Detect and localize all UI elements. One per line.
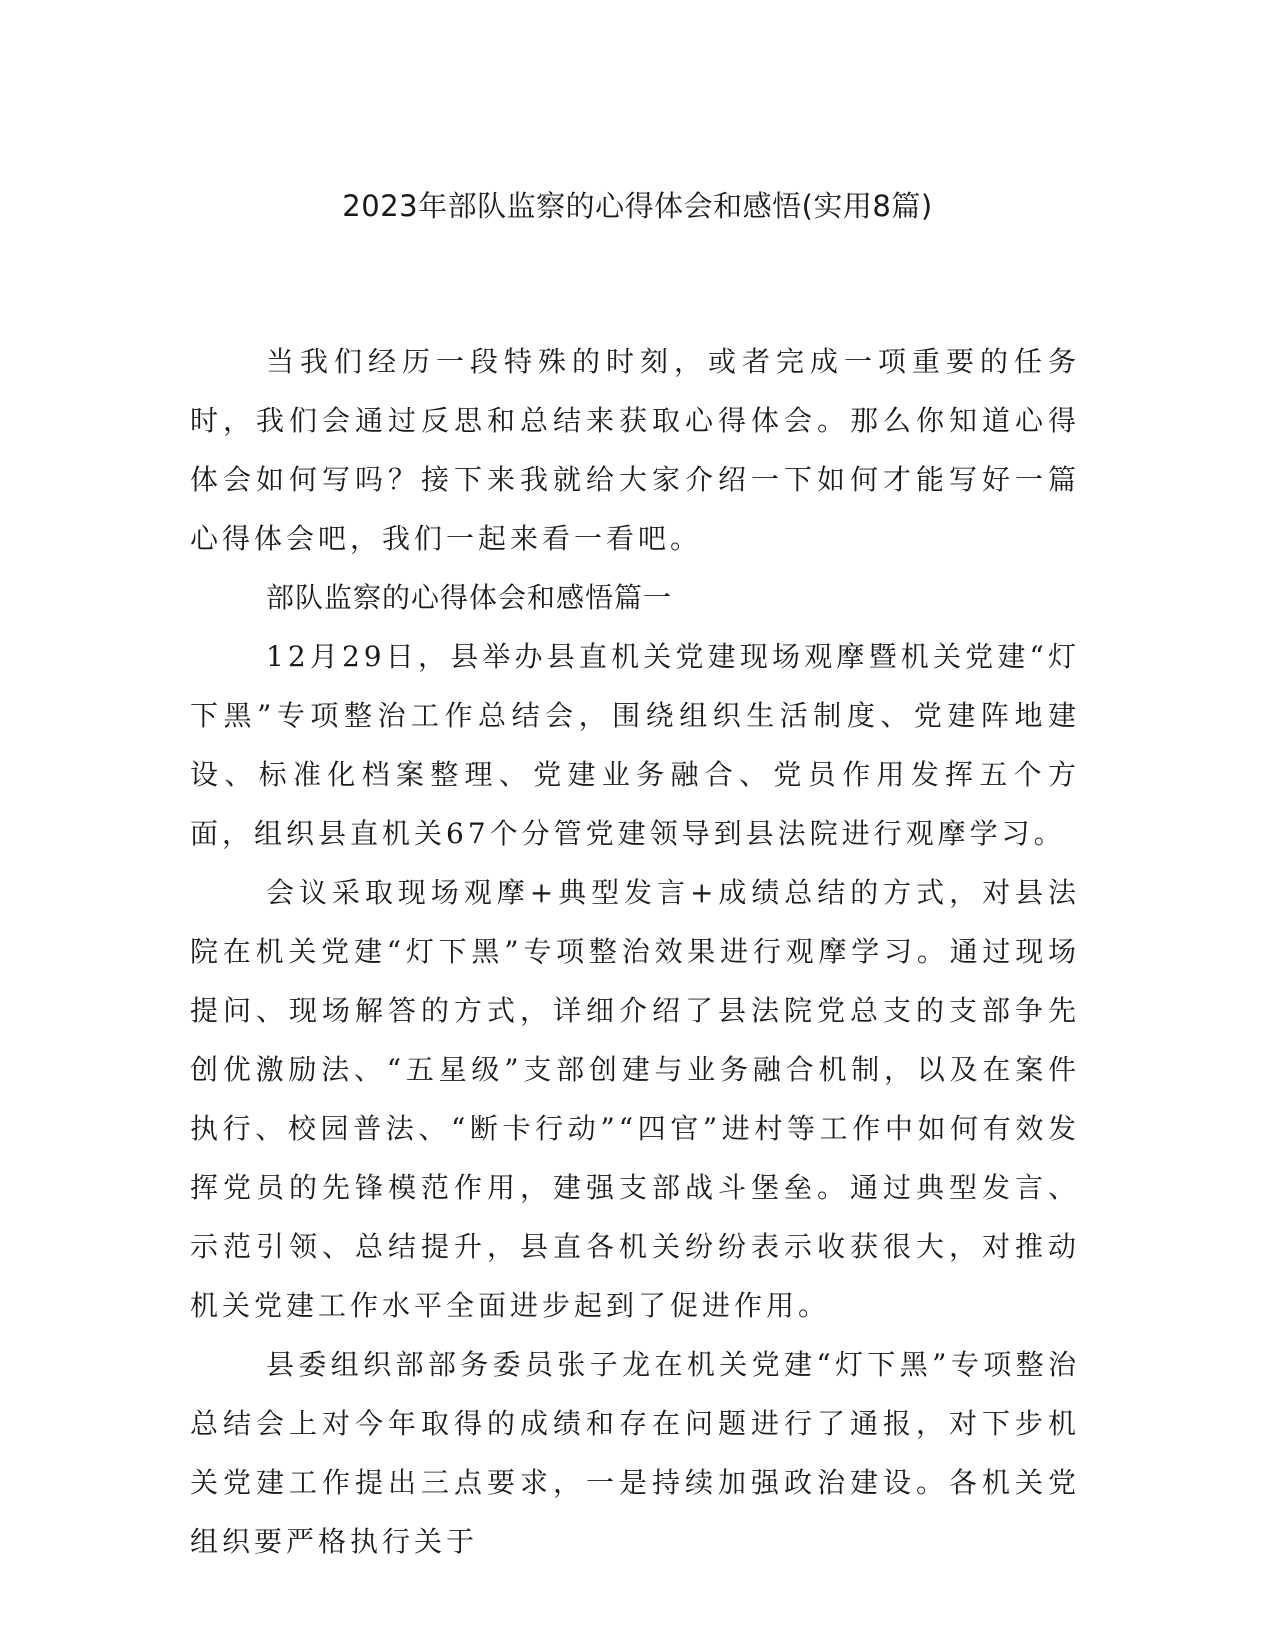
body-paragraph-1: 12月29日，县举办县直机关党建现场观摩暨机关党建“灯下黑”专项整治工作总结会，围绕组织生活制度、党建阵地建设、标准化档案整理、党建业务融合、党员作用发挥五个方面，组织县直机关67个分管党建领导到县法院进行观摩学习。: [190, 640, 1080, 850]
body-paragraph-3: 县委组织部部务委员张子龙在机关党建“灯下黑”专项整治总结会上对今年取得的成绩和存在问题进行了通报，对下步机关党建工作提出三点要求，一是持续加强政治建设。各机关党组织要严格执行关于: [190, 1348, 1080, 1558]
intro-paragraph: 当我们经历一段特殊的时刻，或者完成一项重要的任务时，我们会通过反思和总结来获取心得体会。那么你知道心得体会如何写吗？接下来我就给大家介绍一下如何才能写好一篇心得体会吧，我们一起来看一看吧。: [190, 345, 1080, 555]
body-paragraph-2: 会议采取现场观摩+典型发言+成绩总结的方式，对县法院在机关党建“灯下黑”专项整治效果进行观摩学习。通过现场提问、现场解答的方式，详细介绍了县法院党总支的支部争先创优激励法、“五星级”支部创建与业务融合机制，以及在案件执行、校园普法、“断卡行动”“四官”进村等工作中如何有效发挥党员的先锋模范作用，建强支部战斗堡垒。通过典型发言、示范引领、总结提升，县直各机关纷纷表示收获很大，对推动机关党建工作水平全面进步起到了促进作用。: [190, 876, 1080, 1322]
document-body: [190, 332, 1080, 1571]
section-heading-part-one: 部队监察的心得体会和感悟篇一: [266, 581, 673, 614]
document-title: 2023年部队监察的心得体会和感悟(实用8篇): [342, 189, 933, 223]
